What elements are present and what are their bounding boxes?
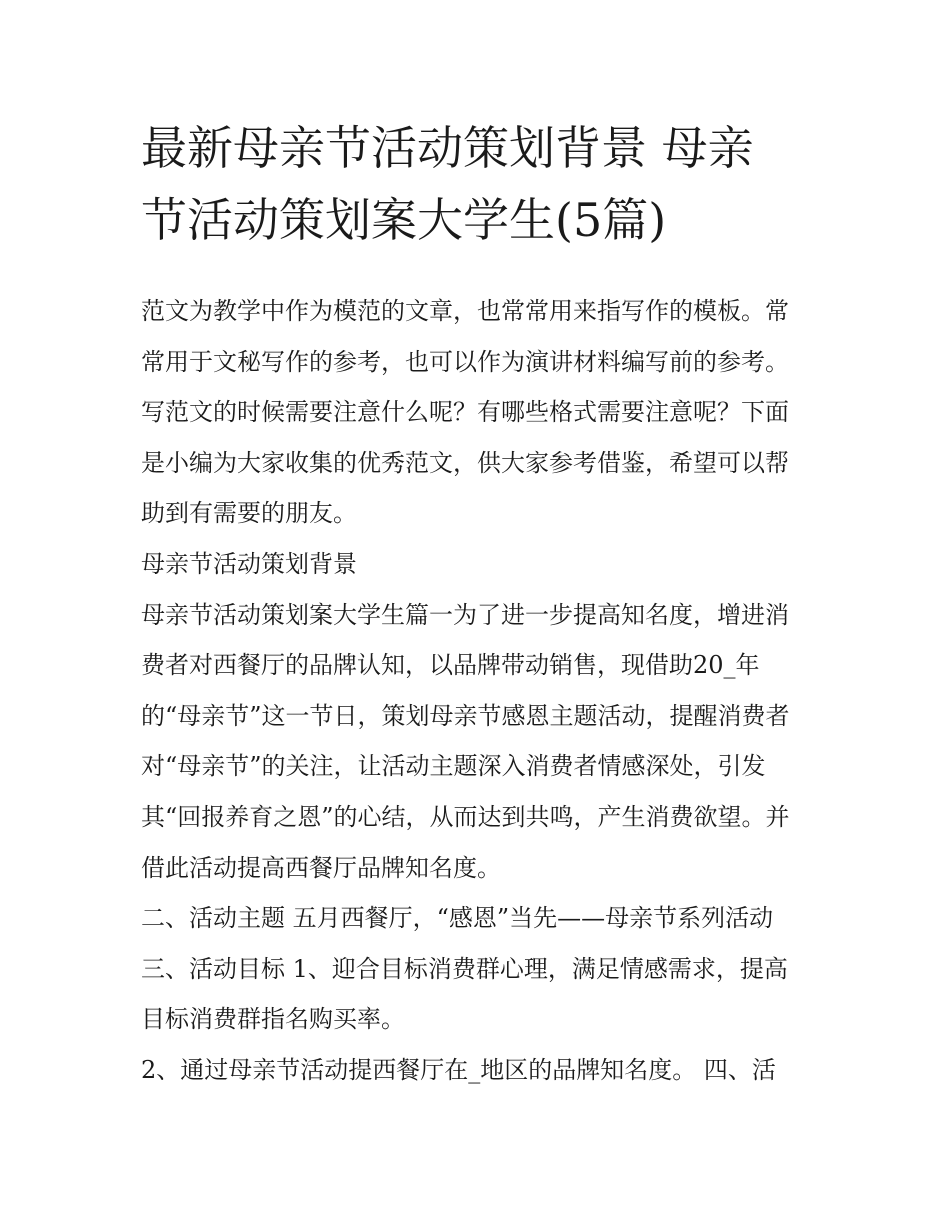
body-line: 是小编为大家收集的优秀范文，供大家参考借鉴，希望可以帮	[141, 448, 789, 477]
title-line: 节活动策划案大学生(5篇)	[141, 193, 667, 247]
body-line: 对“母亲节”的关注，让活动主题深入消费者情感深处，引发	[141, 752, 766, 781]
section-heading: 母亲节活动策划背景	[141, 549, 357, 578]
body-line: 费者对西餐厅的品牌认知，以品牌带动销售，现借助20_年	[141, 651, 760, 680]
document-body	[141, 286, 813, 1096]
body-line: 三、活动目标 1、迎合目标消费群心理，满足情感需求，提高	[141, 954, 788, 983]
body-line: 二、活动主题 五月西餐厅，“感恩”当先——母亲节系列活动	[141, 904, 774, 933]
body-line: 写范文的时候需要注意什么呢？有哪些格式需要注意呢？下面	[141, 398, 789, 427]
body-line: 常用于文秘写作的参考，也可以作为演讲材料编写前的参考。	[141, 347, 789, 376]
body-line: 借此活动提高西餐厅品牌知名度。	[141, 853, 501, 882]
body-line: 范文为教学中作为模范的文章，也常常用来指写作的模板。常	[141, 297, 789, 325]
body-line: 母亲节活动策划案大学生篇一为了进一步提高知名度，增进消	[141, 600, 789, 629]
document-title	[141, 112, 813, 256]
title-line: 最新母亲节活动策划背景 母亲	[141, 121, 754, 175]
document-page	[141, 112, 813, 1096]
body-line: 目标消费群指名购买率。	[141, 1005, 405, 1034]
body-line: 助到有需要的朋友。	[141, 499, 357, 528]
body-line: 其“回报养育之恩”的心结，从而达到共鸣，产生消费欲望。并	[141, 802, 790, 831]
body-line: 2、通过母亲节活动提西餐厅在_地区的品牌知名度。 四、活	[141, 1055, 776, 1084]
body-line: 的“母亲节”这一节日，策划母亲节感恩主题活动，提醒消费者	[141, 701, 790, 730]
